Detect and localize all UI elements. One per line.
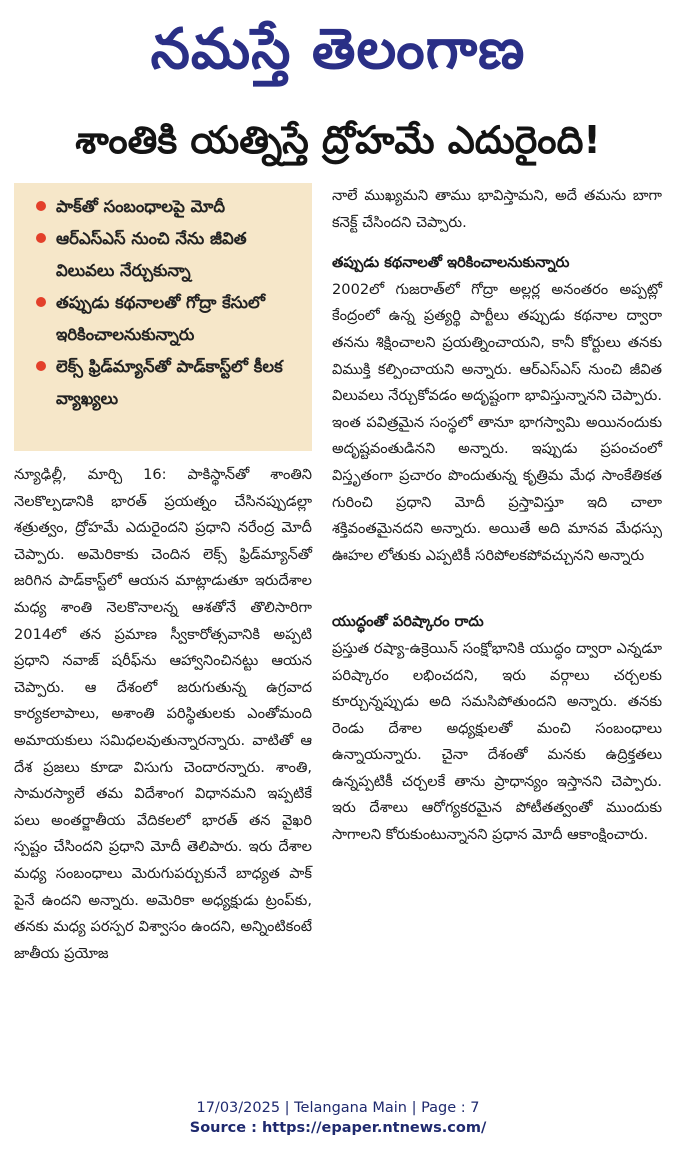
highlights-list (36, 191, 304, 415)
highlight-item (36, 191, 304, 223)
bullet-icon (36, 201, 46, 211)
section-text-war: ప్రస్తుత రష్యా-ఉక్రెయిన్ సంక్షోభానికి యుద్ధం ద్వారా ఎన్నడూ పరిష్కారం లభించదని, ఇరు వర్గాలు చర్చలకు కూర్చున్నప్పుడు అది సమసిపోతుందని అన్నారు. తనకు రెండు దేశాల అధ్యక్షులతో మంచి సంబంధాలు ఉన్నాయన్నారు. చైనా దేశంతో మనకు ఉద్రిక్తతలు ఉన్నప్పటికీ చర్చలకే తాను ప్రాధాన్యం ఇస్తానని చెప్పారు. ఇరు దేశాలు ఆరోగ్యకరమైన పోటీతత్వంతో ముందుకు సాగాలని కోరుకుంటున్నానని ప్రధాన మోదీ ఆకాంక్షించారు. (332, 639, 662, 844)
section-heading-godhra: తప్పుడు కథనాలతో ఇరికించాలనుకున్నారు (332, 254, 570, 272)
highlights-box (14, 183, 312, 451)
article-headline: శాంతికి యత్నిస్తే ద్రోహమే ఎదురైంది! (75, 118, 601, 162)
highlight-text: తప్పుడు కథనాలతో గోద్రా కేసులో ఇరికించాలనుకున్నారు (56, 293, 265, 344)
highlight-item (36, 223, 304, 287)
article-body-right-column (332, 183, 662, 844)
article-body-left-column (14, 462, 312, 962)
article-body-continuation: నాలే ముఖ్యమని తాము భావిస్తామని, అదే తమను బాగా కనెక్ట్ చేసిందని చెప్పారు. (332, 187, 662, 231)
footer-edition-info: 17/03/2025 | Telangana Main | Page : 7 (196, 1100, 480, 1116)
bullet-icon (36, 233, 46, 243)
spacer (332, 236, 662, 250)
newspaper-masthead: నమస్తే తెలంగాణ (150, 17, 526, 82)
footer-source-link[interactable]: Source : https://epaper.ntnews.com/ (189, 1120, 487, 1136)
article-body-paragraph: న్యూఢిల్లీ, మార్చి 16: పాకిస్థాన్‌తో శాంతిని నెలకొల్పడానికి భారత్ ప్రయత్నం చేసినప్పుడల్లా శత్రుత్వం, ద్రోహమే ఎదురైందని ప్రధాని నరేంద్ర మోదీ చెప్పారు. అమెరికాకు చెందిన లెక్స్ ఫ్రిడ్‌మ్యాన్‌తో జరిగిన పాడ్‌కాస్ట్‌లో ఆయన మాట్లాడుతూ ఇరుదేశాల మధ్య శాంతి నెలకొనాలన్న ఆశతోనే తొలిసారిగా 2014లో తన ప్రమాణ స్వీకారోత్సవానికి అప్పటి ప్రధాని నవాజ్ షరీఫ్‌ను ఆహ్వానించినట్టు ఆయన చెప్పారు. ఆ దేశంలో జరుగుతున్న ఉగ్రవాద కార్యకలాపాలు, అశాంతి పరిస్థితులకు ఎంతోమంది అమాయకులు సమిధలవుతున్నారన్నారు. వాటితో ఆ దేశ ప్రజలు కూడా విసుగు చెందారన్నారు. శాంతి, సామరస్యాలే తమ విదేశాంగ విధానమని ఇప్పటికే పలు అంతర్జాతీయ వేదికలలో భారత్ తన వైఖరి స్పష్టం చేసిందని ప్రధాని మోదీ తెలిపారు. ఇరు దేశాల మధ్య సంబంధాలు మెరుగుపర్చుకునే బాధ్యత పాక్ పైనే ఉందని అన్నారు. అమెరికా అధ్యక్షుడు ట్రంప్‌కు, తనకు మధ్య పరస్పర విశ్వాసం ఉందని, అన్నింటికంటే జాతీయ ప్రయోజ (14, 466, 312, 962)
highlight-text: పాక్‌తో సంబంధాలపై మోదీ (56, 197, 226, 216)
highlight-item (36, 287, 304, 351)
highlight-text: ఆర్‌ఎస్‌ఎస్ నుంచి నేను జీవిత విలువలు నేర్చుకున్నా (56, 229, 247, 280)
highlight-item (36, 351, 304, 415)
section-text-godhra: 2002లో గుజరాత్‌లో గోద్రా అల్లర్ల అనంతరం అప్పట్లో కేంద్రంలో ఉన్న ప్రత్యర్థి పార్టీలు తప్పుడు కథనాల ద్వారా తనను శిక్షించాలని ప్రయత్నించాయని, కానీ కోర్టులు తనకు విముక్తి కల్పించాయని అన్నారు. ఆర్‌ఎస్‌ఎస్ నుంచి జీవిత విలువలు నేర్చుకోవడం అదృష్టంగా భావిస్తున్నానని చెప్పారు. ఇంత పవిత్రమైన సంస్థలో తానూ భాగస్వామి అయినందుకు అదృష్టవంతుడినని అన్నారు. ఇప్పుడు ప్రపంచంలో విస్తృతంగా ప్రచారం పొందుతున్న కృత్రిమ మేధ సాంకేతికత గురించి ప్రధాని మోదీ ప్రస్తావిస్తూ ఇది చాలా శక్తివంతమైనదని అన్నారు. అయితే అది మానవ మేధస్సు ఊహల లోతుకు ఎప్పటికీ సరిపోలకపోవచ్చునని అన్నారు (332, 280, 662, 564)
highlight-text: లెక్స్ ఫ్రిడ్‌మ్యాన్‌తో పాడ్‌కాస్ట్‌లో కీలక వ్యాఖ్యలు (56, 357, 283, 408)
bullet-icon (36, 297, 46, 307)
spacer (332, 569, 662, 609)
section-heading-war: యుద్ధంతో పరిష్కారం రాదు (332, 613, 484, 631)
bullet-icon (36, 361, 46, 371)
